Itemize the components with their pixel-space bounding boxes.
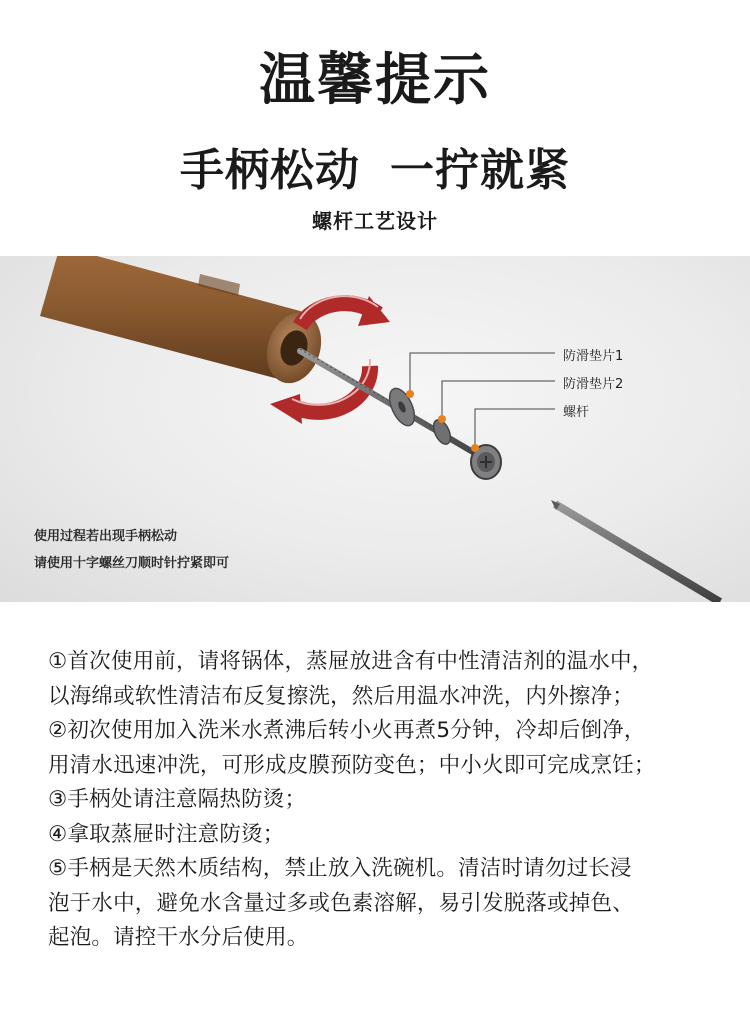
instruction-line: 用清水迅速冲洗，可形成皮膜预防变色；中小火即可完成烹饪； (48, 752, 656, 778)
tagline: 螺杆工艺设计 (312, 209, 438, 233)
instruction-line: 泡于水中，避免水含量过多或色素溶解，易引发脱落或掉色、 (48, 890, 634, 916)
instruction-line: ③手柄处请注意隔热防烫； (48, 787, 307, 812)
instruction-line: ⑤手柄是天然木质结构，禁止放入洗碗机。清洁时请勿过长浸 (48, 856, 632, 881)
subtitle-part-2: 一拧就紧 (390, 145, 570, 196)
screw-diagram (0, 256, 750, 602)
note-line-1: 使用过程若出现手柄松动 (34, 529, 178, 544)
instruction-line: ④拿取蒸屉时注意防烫； (48, 821, 285, 847)
diagram-illustration (0, 256, 750, 602)
label-screw: 螺杆 (563, 405, 590, 420)
page-subtitle (0, 134, 750, 198)
label-pad2: 防滑垫片2 (563, 377, 624, 392)
marker-pad1 (406, 390, 414, 398)
note-line-2: 请使用十字螺丝刀顺时针拧紧即可 (34, 556, 230, 571)
subtitle-part-1: 手柄松动 (180, 145, 360, 196)
wooden-handle (40, 256, 330, 390)
label-pad1: 防滑垫片1 (563, 349, 624, 364)
screwdriver (551, 500, 720, 602)
instruction-line: 以海绵或软性清洁布反复擦洗，然后用温水冲洗，内外擦净； (48, 683, 634, 709)
instruction-line: 起泡。请控干水分后使用。 (48, 925, 309, 950)
instruction-line: ②初次使用加入洗米水煮沸后转小火再煮5分钟，冷却后倒净， (48, 718, 646, 743)
instruction-line: ①首次使用前，请将锅体，蒸屉放进含有中性清洁剂的温水中， (48, 649, 654, 674)
page-title: 温馨提示 (259, 48, 491, 113)
marker-screw (471, 444, 479, 452)
marker-pad2 (438, 415, 446, 423)
callout-lines (406, 353, 555, 452)
care-instructions (48, 645, 718, 956)
